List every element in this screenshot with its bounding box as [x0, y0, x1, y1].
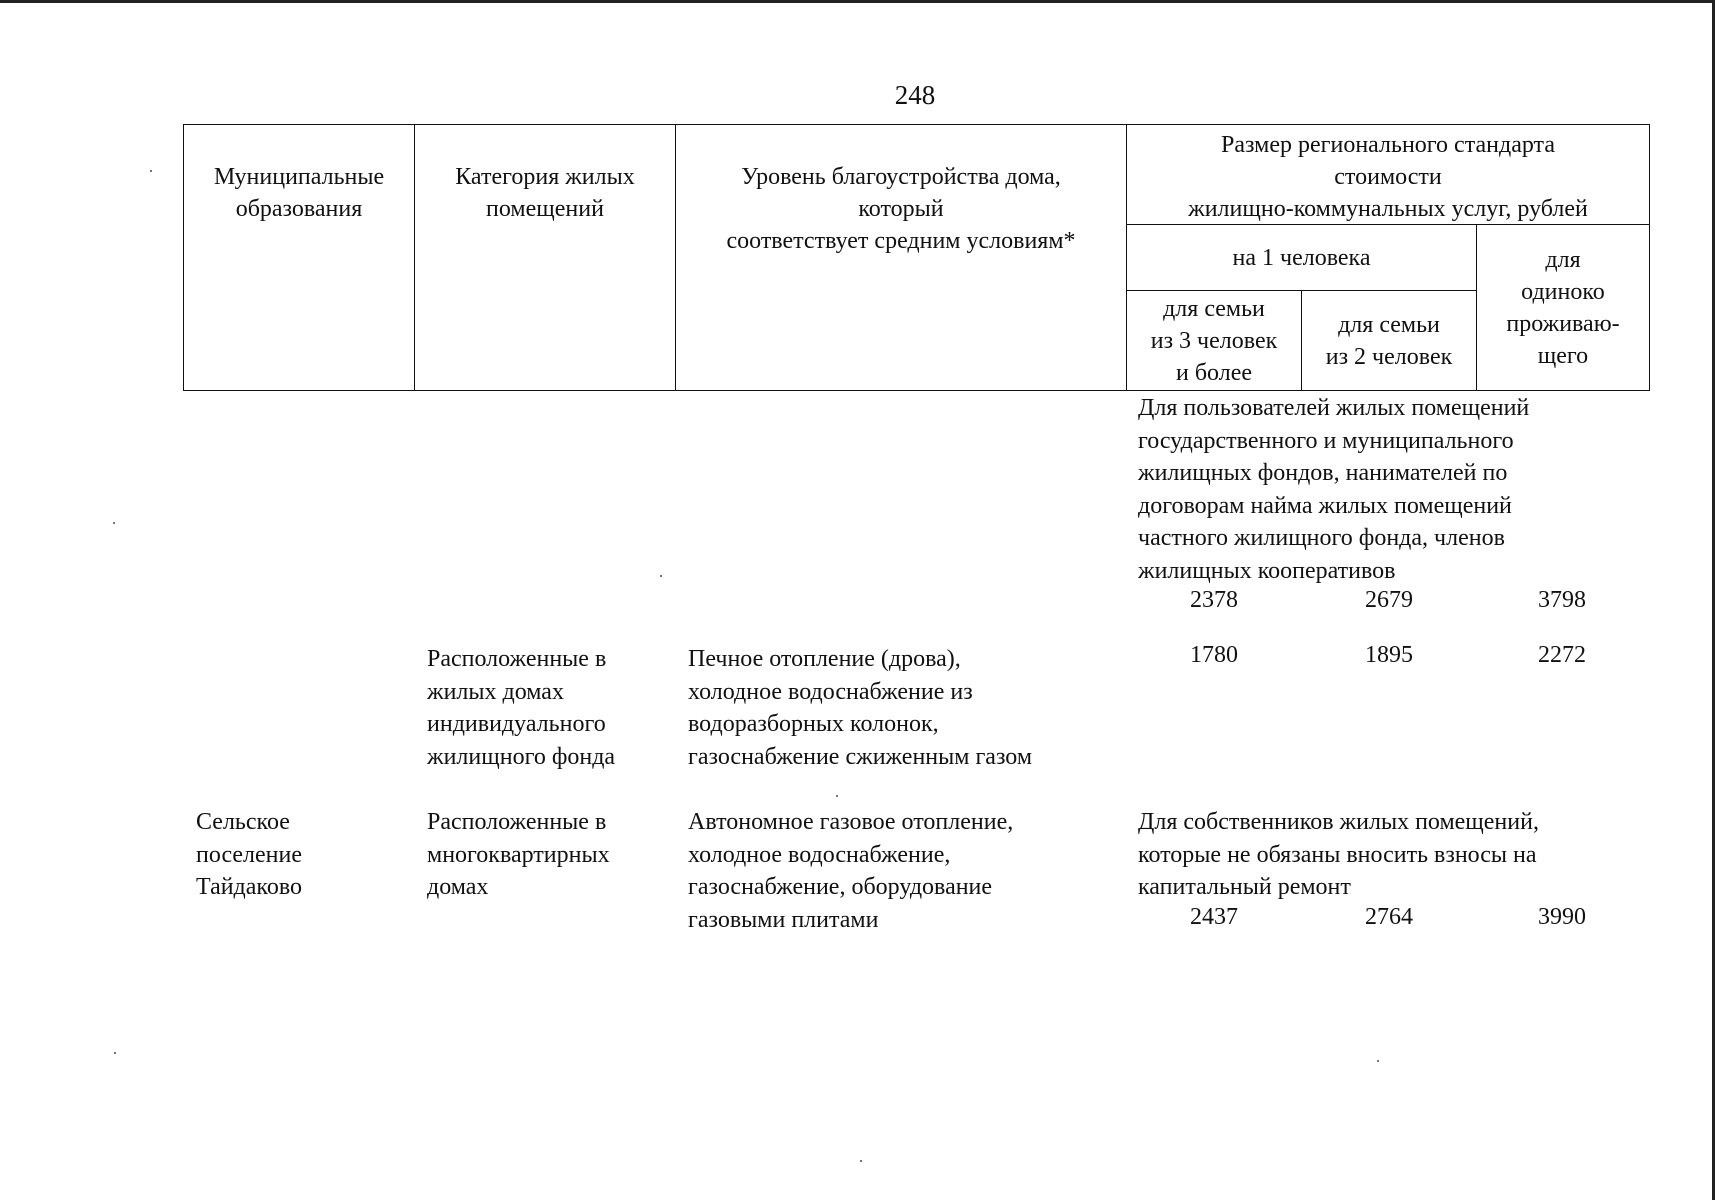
- header-single-cell: [1476, 224, 1650, 391]
- row2-category: Расположенные в жилых домах индивидуального жилищного фонда: [427, 646, 616, 770]
- row2-value-family3: 1780: [1190, 642, 1238, 668]
- header-family2-cell: [1301, 290, 1477, 391]
- scan-border-top: [0, 0, 1715, 3]
- header-level-cell: [675, 124, 1127, 391]
- header-single-label: для одиноко проживаю- щего: [1506, 246, 1620, 369]
- row3-category: Расположенные в многоквартирных домах: [427, 809, 610, 900]
- header-per-person-cell: [1126, 224, 1477, 291]
- header-standard-cell: [1126, 124, 1650, 225]
- header-per-person-label: на 1 человека: [1232, 244, 1371, 271]
- scan-speck: [114, 1052, 116, 1054]
- row3-municipality: Сельское поселение Тайдаково: [196, 809, 303, 900]
- scan-speck: [1377, 1060, 1379, 1062]
- scan-speck: [860, 1160, 862, 1162]
- header-municipality-label: Муниципальные образования: [213, 164, 385, 222]
- header-family3-label: для семьи из 3 человек и более: [1150, 295, 1278, 386]
- header-family2-label: для семьи из 2 человек: [1325, 311, 1453, 370]
- scan-speck: [836, 795, 838, 797]
- row2-value-family2: 1895: [1365, 642, 1413, 668]
- header-category-cell: [414, 124, 676, 391]
- row3-value-single: 3990: [1538, 904, 1586, 930]
- header-municipality-cell: [183, 124, 415, 391]
- row3-note: Для собственников жилых помещений, которые не обязаны вносить взносы на капитальный ремонт: [1138, 809, 1539, 900]
- row2-level: Печное отопление (дрова), холодное водоснабжение из водоразборных колонок, газоснабжение сжиженным газом: [688, 646, 1033, 770]
- header-family3-cell: [1126, 290, 1302, 391]
- row1-value-single: 3798: [1538, 587, 1586, 613]
- row1-note: Для пользователей жилых помещений государственного и муниципального жилищных фондов, нанимателей по договорам найма жилых помещений частного жилищного фонда, членов жилищных кооперативов: [1138, 395, 1530, 584]
- scan-speck: [660, 575, 662, 577]
- scan-speck: [150, 170, 152, 172]
- row1-value-family2: 2679: [1365, 587, 1413, 613]
- header-category-label: Категория жилых помещений: [455, 164, 635, 222]
- row2-value-single: 2272: [1538, 642, 1586, 668]
- header-level-label: Уровень благоустройства дома, который соответствует средним условиям*: [726, 164, 1076, 254]
- row3-value-family3: 2437: [1190, 904, 1238, 930]
- row3-value-family2: 2764: [1365, 904, 1413, 930]
- scan-speck: [113, 522, 115, 524]
- header-standard-label: Размер регионального стандарта стоимости жилищно-коммунальных услуг, рублей: [1188, 132, 1588, 222]
- row1-value-family3: 2378: [1190, 587, 1238, 613]
- row3-level: Автономное газовое отопление, холодное водоснабжение, газоснабжение, оборудование газовыми плитами: [688, 809, 1014, 933]
- page-number: 248: [894, 80, 936, 110]
